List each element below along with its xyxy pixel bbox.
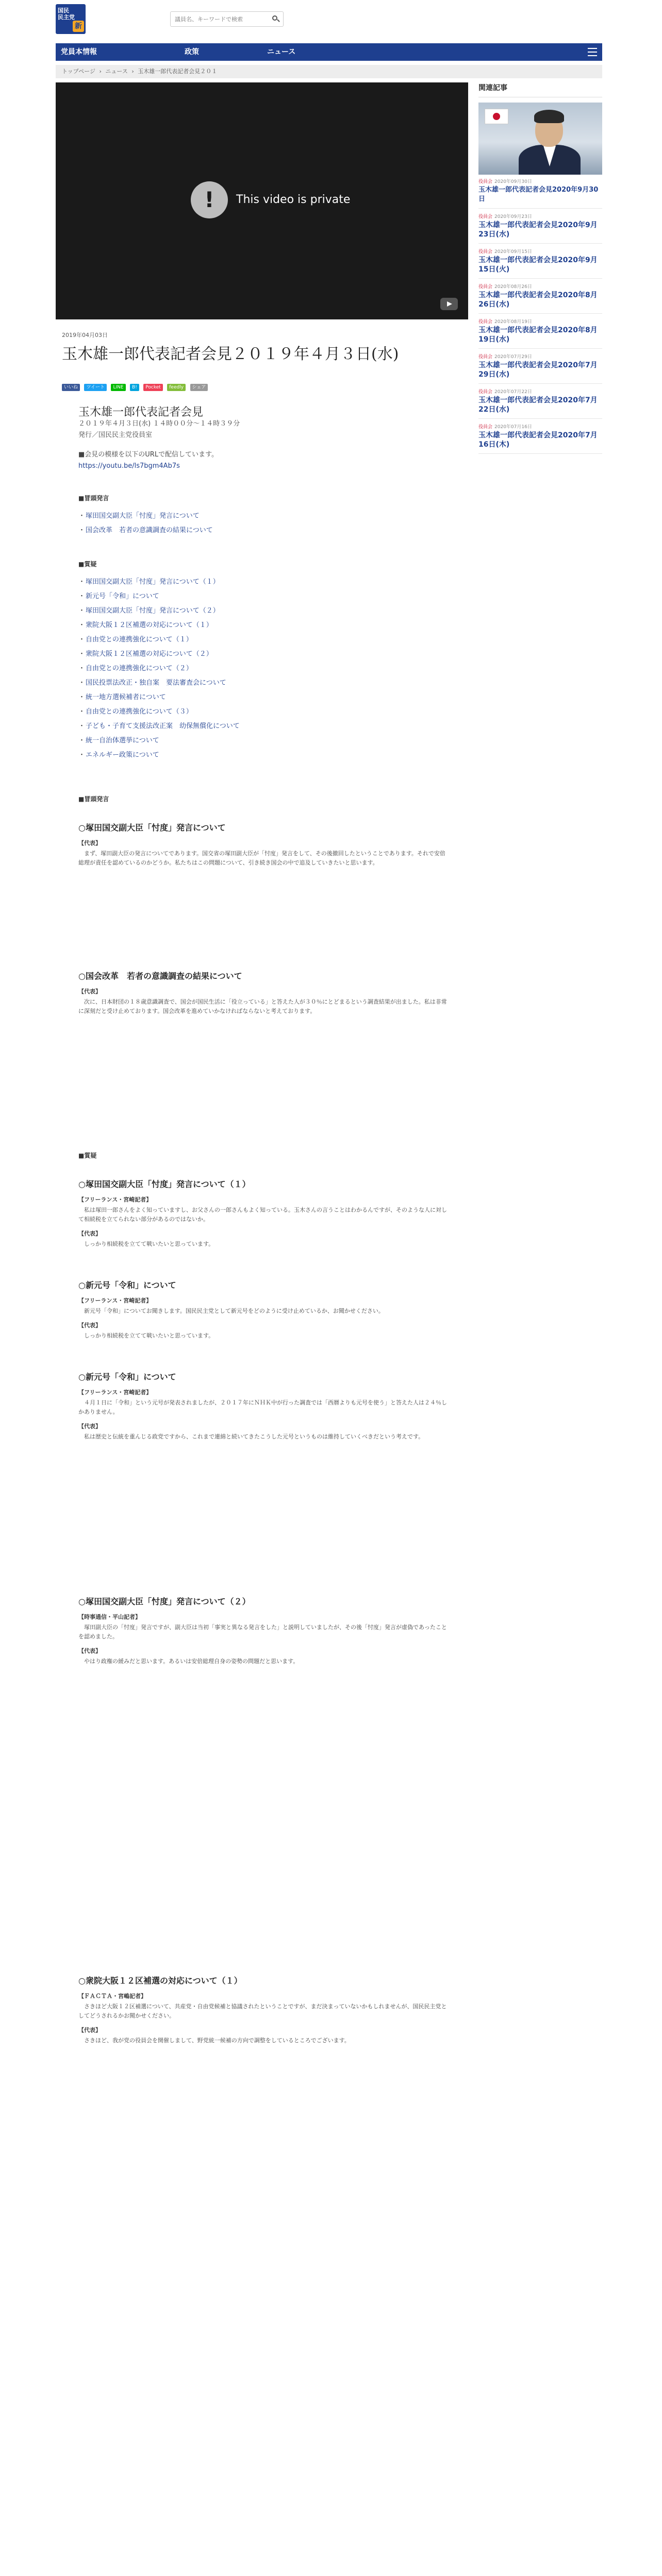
search-icon[interactable] bbox=[272, 15, 280, 23]
article-body bbox=[56, 407, 468, 2045]
speaker-tag: 【代表】 bbox=[78, 1423, 101, 1430]
share-buttons bbox=[56, 382, 468, 392]
qa-body: 次に、日本財団の１８歳意識調査で、国会が国民生活に「役立っている」と答えた人が３０％にとどまるという調査結果が出ました。私は非常に深刻だと受け止めております。国会改革を進めていかなければならないと考えております。 bbox=[78, 998, 447, 1014]
article-link[interactable]: 玉木雄一郎代表記者会見2020年9月23日(水) bbox=[478, 221, 598, 239]
logo-text-line1: 国民 bbox=[58, 7, 69, 14]
toc-item[interactable]: ・ 自由党との連携強化について（３） bbox=[78, 705, 448, 719]
section-label-qa-body: ■質疑 bbox=[78, 1152, 97, 1159]
party-logo[interactable] bbox=[56, 4, 86, 34]
toc-item[interactable]: ・ 塚田国交副大臣「忖度」発言について bbox=[78, 509, 448, 523]
feedly-button[interactable]: feedly bbox=[167, 384, 186, 391]
toc-item[interactable]: ・ 自由党との連携強化について（１） bbox=[78, 633, 448, 647]
youtube-logo-icon[interactable] bbox=[440, 298, 458, 310]
related-article-item[interactable] bbox=[478, 279, 602, 314]
speaker-tag: 【フリーランス・宮崎記者】 bbox=[78, 1196, 152, 1203]
qa-heading: ○塚田国交副大臣「忖度」発言について（２） bbox=[78, 1597, 251, 1606]
speaker-tag: 【代表】 bbox=[78, 988, 101, 995]
logo-badge: 新 bbox=[73, 21, 84, 32]
main-nav bbox=[56, 43, 602, 61]
toc-item[interactable]: ・ 新元号「令和」について bbox=[78, 589, 448, 604]
qa-body: さきほど大阪１２区補選について、共産党・自由党候補と協議されたということですが、まだ決まっていないかもしれませんが、国民民主党としてどうされるかお聞かせください。 bbox=[78, 2003, 447, 2019]
video-note: ■会見の模様を以下のURLで配信しています。 bbox=[78, 451, 219, 459]
qa-body: 新元号「令和」についてお聞きします。国民民主党として新元号をどのように受け止めているか、お聞かせください。 bbox=[84, 1308, 384, 1314]
toc-item[interactable]: ・ 統一地方選候補者について bbox=[78, 690, 448, 705]
related-article-item[interactable] bbox=[478, 314, 602, 349]
related-article-item[interactable] bbox=[478, 384, 602, 419]
japan-flag-icon bbox=[485, 109, 508, 124]
video-player[interactable] bbox=[56, 82, 468, 319]
related-article-item[interactable] bbox=[478, 209, 602, 244]
breadcrumb-current: 玉木雄一郎代表記者会見２０１ bbox=[138, 68, 218, 75]
qa-body: やはり政権の緩みだと思います。あるいは安倍総理自身の姿勢の問題だと思います。 bbox=[84, 1658, 299, 1665]
search-input[interactable] bbox=[171, 12, 263, 26]
speaker-tag: 【代表】 bbox=[78, 2027, 101, 2033]
section-label-qa: ■質疑 bbox=[78, 561, 97, 568]
article-category: 役員会 bbox=[478, 354, 493, 360]
line-share-button[interactable]: LINE bbox=[111, 384, 125, 391]
toc-item[interactable]: ・ 国会改革 若者の意識調査の結果について bbox=[78, 523, 448, 538]
qa-body: しっかり相続税を立てて戦いたいと思っています。 bbox=[84, 1241, 214, 1247]
article-link[interactable]: 玉木雄一郎代表記者会見2020年8月26日(水) bbox=[478, 291, 598, 309]
speaker-tag: 【代表】 bbox=[78, 1322, 101, 1329]
article-category: 役員会 bbox=[478, 319, 493, 325]
breadcrumb-separator: › bbox=[99, 68, 102, 75]
qa-body: 私は歴史と伝統を重んじる政党ですから、これまで連綿と続いてきたこうした元号というものは維持していくべきだという考えです。 bbox=[84, 1433, 424, 1440]
main-content bbox=[56, 82, 468, 2045]
article-link[interactable]: 玉木雄一郎代表記者会見2020年7月29日(水) bbox=[478, 361, 598, 379]
breadcrumb-home[interactable]: トップページ bbox=[62, 68, 96, 75]
toc-item[interactable]: ・ 子ども・子育て支援法改正案 幼保無償化について bbox=[78, 719, 448, 734]
speaker-tag: 【ＦＡＣＴＡ・宮嶋記者】 bbox=[78, 1993, 146, 1999]
qa-body: ４月１日に「令和」という元号が発表されましたが、２０１７年にＮＨＫ中が行った調査では「西暦よりも元号を使う」と答えた人は２４％しかありません。 bbox=[78, 1399, 447, 1415]
related-article-item[interactable] bbox=[478, 244, 602, 279]
article-heading: 玉木雄一郎代表記者会見 bbox=[78, 406, 204, 419]
facebook-like-button[interactable]: いいね bbox=[62, 384, 80, 391]
article-publisher: 発行／国民民主党役員室 bbox=[78, 431, 153, 439]
article-category: 役員会 bbox=[478, 249, 493, 255]
article-date: 2020年07月22日 bbox=[494, 389, 532, 395]
toc-item[interactable]: ・ 衆院大阪１２区補選の対応について（２） bbox=[78, 647, 448, 662]
logo-text-line2: 民主党 bbox=[58, 14, 75, 21]
private-video-icon: ! bbox=[191, 181, 228, 218]
featured-article-photo[interactable] bbox=[478, 103, 602, 175]
related-article-item[interactable] bbox=[478, 419, 602, 454]
article-datetime: ２０１９年４月３日(水) １４時００分～１４時３９分 bbox=[78, 420, 240, 428]
article-link[interactable]: 玉木雄一郎代表記者会見2020年8月19日(水) bbox=[478, 326, 598, 344]
qa-heading: ○新元号「令和」について bbox=[78, 1372, 176, 1382]
hatena-bookmark-button[interactable]: B! bbox=[130, 384, 139, 391]
toc-opening bbox=[78, 509, 448, 538]
site-header bbox=[0, 0, 662, 62]
search-box bbox=[170, 11, 284, 27]
pocket-button[interactable]: Pocket bbox=[143, 384, 163, 391]
qa-body: 塚田副大臣の「忖度」発言ですが、副大臣は当初「事実と異なる発言をした」と説明していましたが、その後「忖度」発言が虚偽であったことを認めました。 bbox=[78, 1624, 447, 1640]
toc-qa bbox=[78, 575, 448, 762]
speaker-tag: 【代表】 bbox=[78, 1648, 101, 1654]
article-link[interactable]: 玉木雄一郎代表記者会見2020年9月15日(火) bbox=[478, 256, 598, 274]
qa-heading: ○国会改革 若者の意識調査の結果について bbox=[78, 971, 242, 981]
video-url-link[interactable]: https://youtu.be/ls7bgm4Ab7s bbox=[78, 462, 180, 470]
article-date: 2020年07月16日 bbox=[494, 425, 532, 430]
qa-body: まず、塚田副大臣の発言についてであります。国交省の塚田副大臣が「忖度」発言をして、その後撤回したということであります。それで安倍総理が責任を認めているのかどうか。私たちはこの問題について、引き続き国会の中で追及していきたいと思います。 bbox=[78, 850, 445, 866]
qa-heading: ○衆院大阪１２区補選の対応について（１） bbox=[78, 1976, 242, 1986]
share-button[interactable]: シェア bbox=[190, 384, 208, 391]
speaker-tag: 【フリーランス・宮崎記者】 bbox=[78, 1389, 152, 1396]
article-link[interactable]: 玉木雄一郎代表記者会見2020年7月22日(水) bbox=[478, 396, 598, 414]
breadcrumb-news[interactable]: ニュース bbox=[105, 68, 128, 75]
page-title: 玉木雄一郎代表記者会見２０１９年４月３日(水) bbox=[62, 345, 399, 363]
qa-body: しっかり相続税を立てて戦いたいと思っています。 bbox=[84, 1332, 214, 1339]
article-link[interactable]: 玉木雄一郎代表記者会見2020年7月16日(木) bbox=[478, 431, 598, 449]
breadcrumb-separator: › bbox=[131, 68, 134, 75]
speaker-tag: 【時事通信・平山記者】 bbox=[78, 1614, 141, 1620]
sidebar-title: 関連記事 bbox=[478, 82, 602, 97]
related-articles-sidebar bbox=[478, 82, 602, 454]
toc-item[interactable]: ・ 国民投票法改正・独自案 要法審査会について bbox=[78, 676, 448, 690]
toc-item[interactable]: ・ 統一自治体選挙について bbox=[78, 734, 448, 748]
related-article-item[interactable] bbox=[478, 349, 602, 384]
section-label-opening: ■冒頭発言 bbox=[78, 495, 109, 502]
post-date: 2019年04月03日 bbox=[62, 332, 108, 338]
article-category: 役員会 bbox=[478, 389, 493, 395]
speaker-tag: 【代表】 bbox=[78, 840, 101, 846]
article-date: 2020年07月29日 bbox=[494, 354, 532, 360]
article-link[interactable]: 玉木雄一郎代表記者会見2020年9月30日 bbox=[478, 186, 599, 203]
article-category: 役員会 bbox=[478, 284, 493, 290]
speaker-tag: 【代表】 bbox=[78, 1230, 101, 1237]
private-video-text: This video is private bbox=[236, 193, 351, 206]
article-category: 役員会 bbox=[478, 425, 493, 430]
menu-icon[interactable] bbox=[588, 48, 597, 56]
toc-item[interactable]: ・ 塚田国交副大臣「忖度」発言について（１） bbox=[78, 575, 448, 589]
qa-body: 私は塚田一郎さんをよく知っていますし、お父さんの一郎さんもよく知っている。玉木さんの言うことはわかるんですが、そのような人に対して相続税を立てられない部分があるのではないか。 bbox=[78, 1207, 447, 1223]
nav-item-news[interactable]: ニュース bbox=[267, 48, 296, 56]
toc-item[interactable]: ・ エネルギー政策について bbox=[78, 748, 448, 762]
qa-heading: ○塚田国交副大臣「忖度」発言について bbox=[78, 823, 226, 833]
breadcrumb bbox=[56, 65, 602, 78]
related-article-item[interactable] bbox=[478, 175, 602, 209]
article-category: 役員会 bbox=[478, 179, 493, 184]
tweet-button[interactable]: ツイート bbox=[84, 384, 107, 391]
article-date: 2020年09月30日 bbox=[494, 179, 532, 184]
article-date: 2020年09月15日 bbox=[494, 249, 532, 255]
article-category: 役員会 bbox=[478, 214, 493, 219]
article-date: 2020年08月26日 bbox=[494, 284, 532, 290]
speaker-tag: 【フリーランス・宮崎記者】 bbox=[78, 1297, 152, 1304]
section-label-opening-remarks: ■冒頭発言 bbox=[78, 795, 109, 803]
toc-item[interactable]: ・ 衆院大阪１２区補選の対応について（１） bbox=[78, 618, 448, 633]
qa-heading: ○塚田国交副大臣「忖度」発言について（１） bbox=[78, 1179, 251, 1189]
nav-item-policy[interactable]: 政策 bbox=[185, 48, 199, 56]
article-date: 2020年08月19日 bbox=[494, 319, 532, 325]
qa-body: さきほど、我が党の役員会を開催しまして、野党統一候補の方向で調整をしているところでございます。 bbox=[84, 2037, 350, 2044]
toc-item[interactable]: ・ 自由党との連携強化について（２） bbox=[78, 662, 448, 676]
toc-item[interactable]: ・ 塚田国交副大臣「忖度」発言について（２） bbox=[78, 604, 448, 618]
qa-heading: ○新元号「令和」について bbox=[78, 1280, 176, 1290]
nav-item-party-info[interactable]: 党員本情報 bbox=[61, 48, 97, 56]
article-date: 2020年09月23日 bbox=[494, 214, 532, 219]
